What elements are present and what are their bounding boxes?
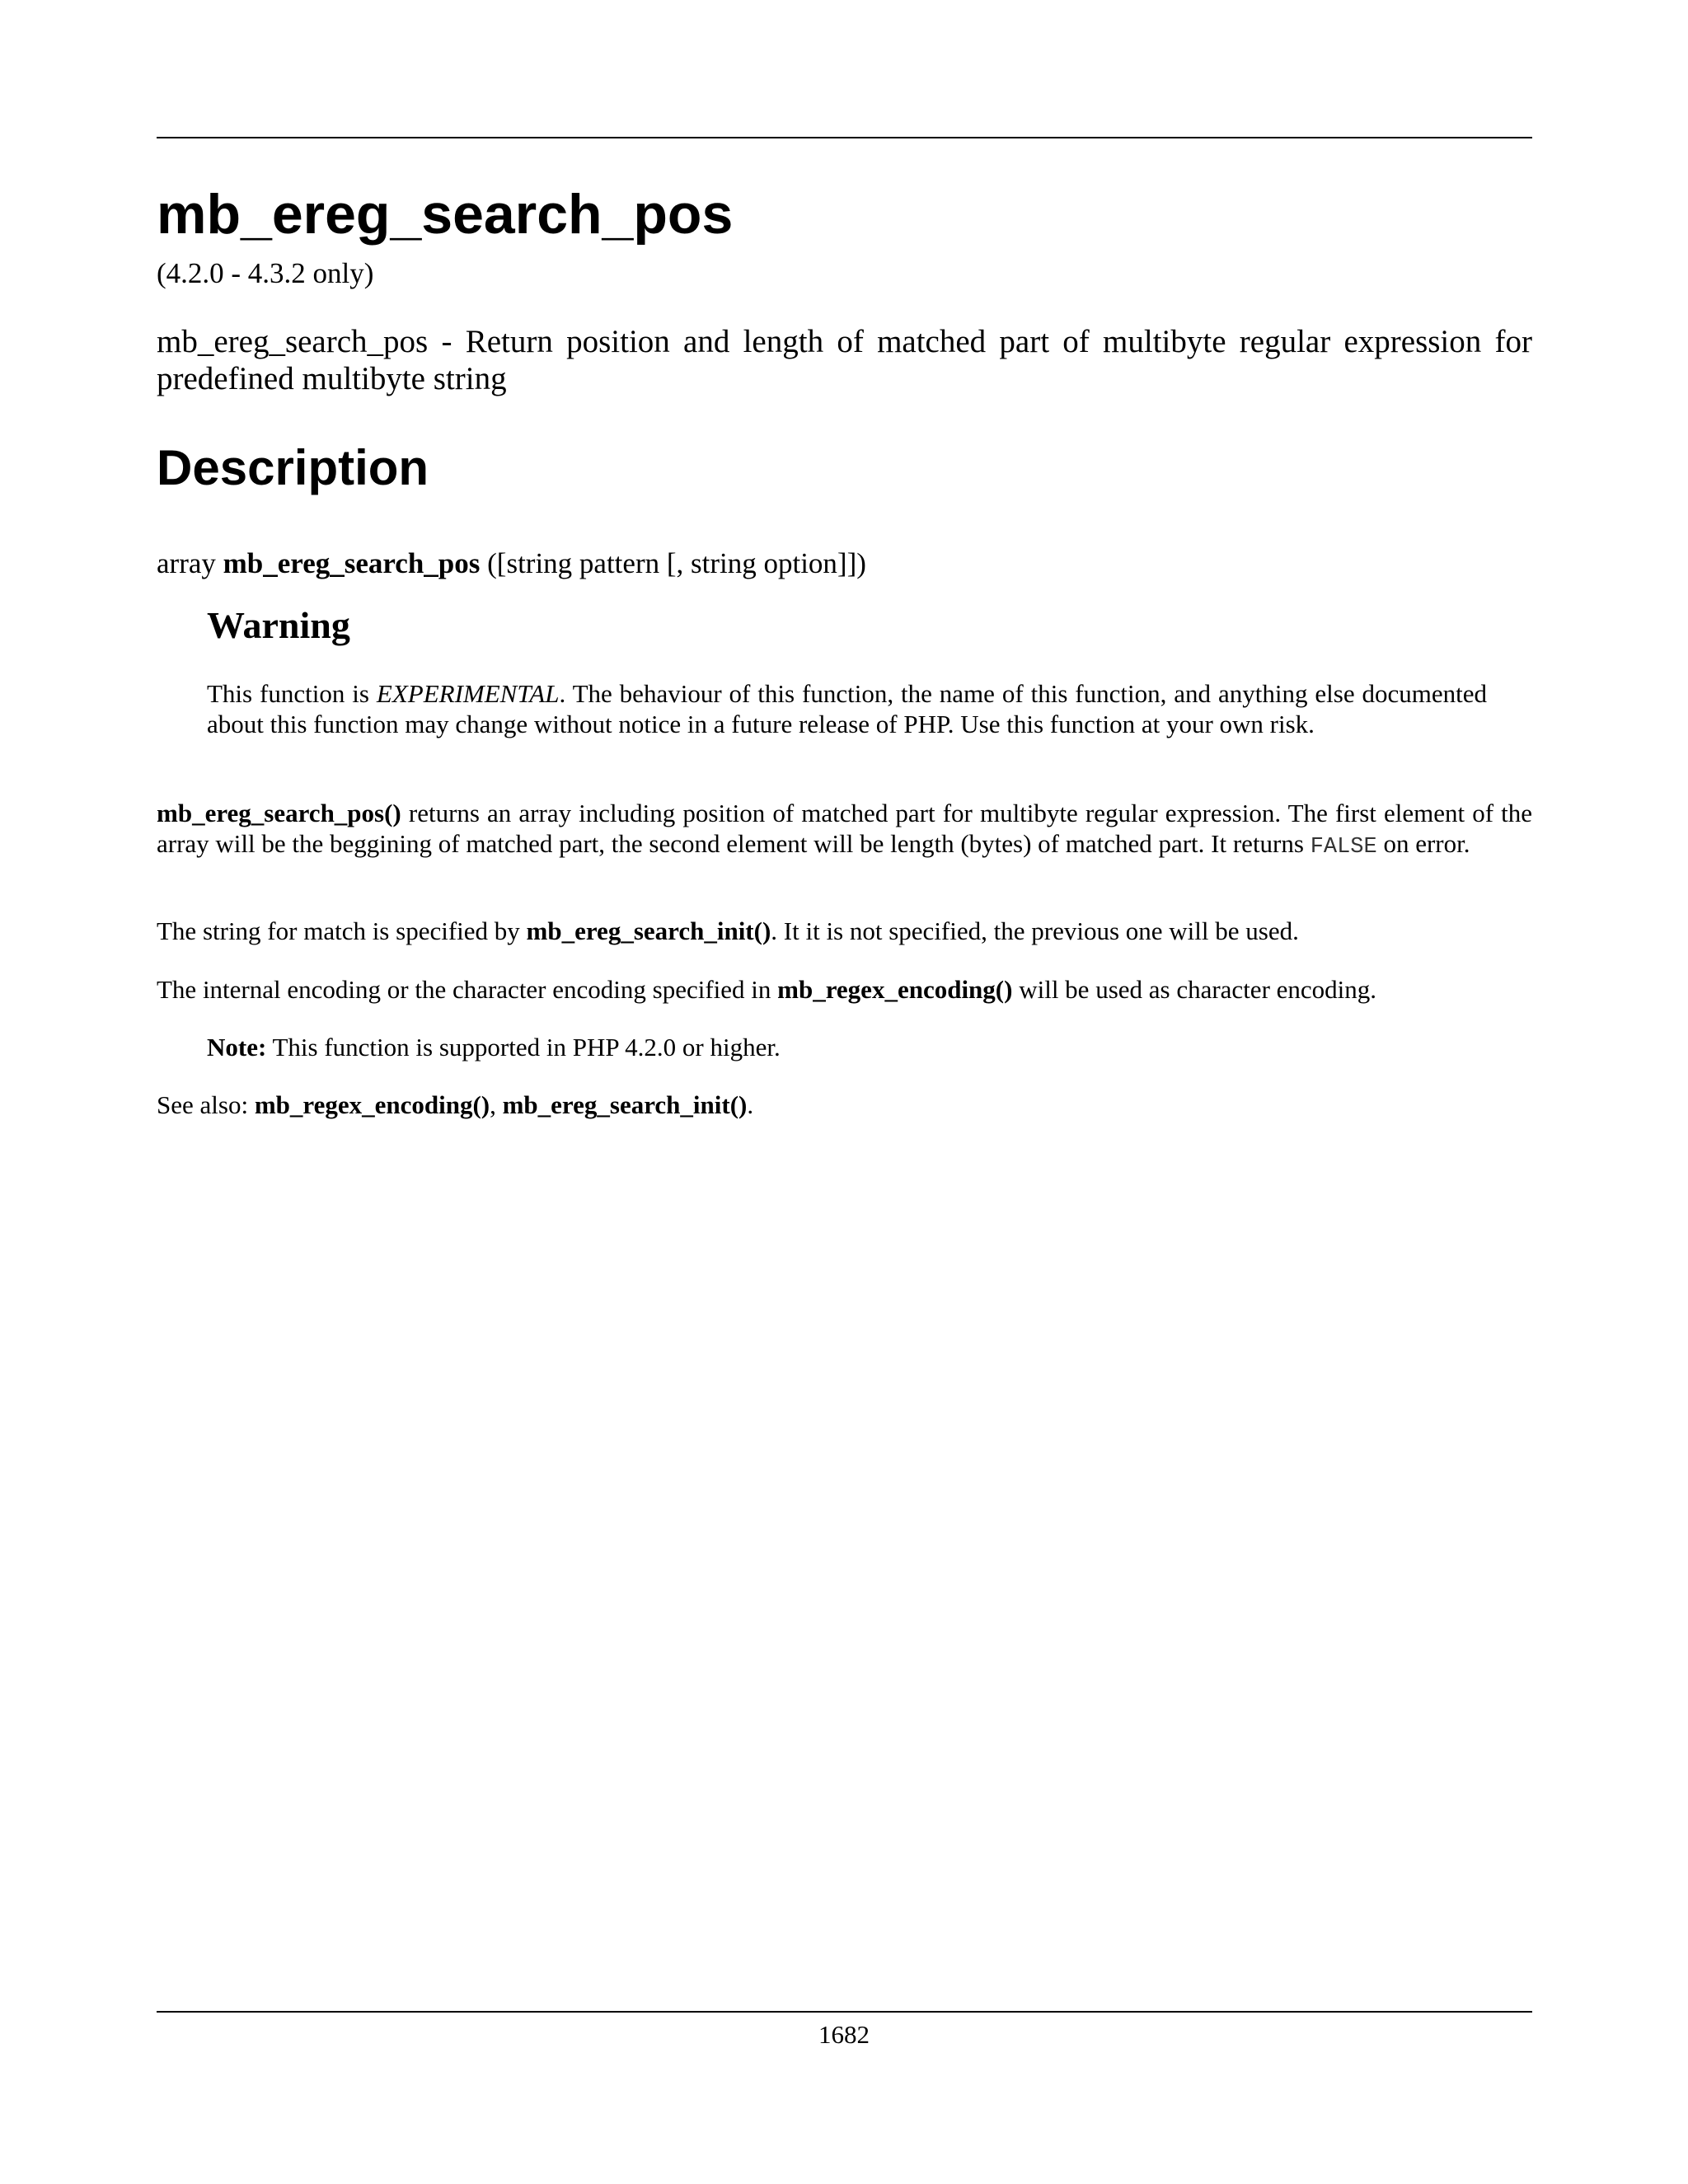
see-also-link-search-init[interactable]: mb_ereg_search_init() (502, 1090, 748, 1119)
function-purpose: mb_ereg_search_pos - Return position and length of matched part of multibyte regular expression for predefined multibyte string (157, 324, 1532, 396)
page-number: 1682 (818, 2020, 870, 2049)
note-text: This function is supported in PHP 4.2.0 or higher. (266, 1033, 781, 1062)
version-info: (4.2.0 - 4.3.2 only) (157, 257, 374, 289)
synopsis-return-type: array (157, 547, 216, 579)
synopsis-params: ([string pattern [, string option]]) (487, 547, 866, 579)
warning-emphasis: EXPERIMENTAL (376, 679, 560, 708)
see-also-link-regex-encoding[interactable]: mb_regex_encoding() (254, 1090, 490, 1119)
see-also-separator: , (490, 1090, 503, 1119)
function-synopsis (157, 547, 866, 580)
warning-text (207, 678, 1487, 739)
encoding-text-start: The internal encoding or the character encoding specified in (157, 975, 778, 1004)
false-constant: FALSE (1310, 835, 1377, 860)
see-also (157, 1090, 753, 1120)
return-text-end: on error. (1376, 829, 1470, 858)
see-also-label: See also: (157, 1090, 255, 1119)
see-also-end: . (747, 1090, 754, 1119)
warning-text-start: This function is (207, 679, 369, 708)
match-text-end: . It it is not specified, the previous one will be used. (771, 916, 1299, 945)
page-title: mb_ereg_search_pos (157, 183, 734, 246)
encoding-text-end: will be used as character encoding. (1012, 975, 1377, 1004)
return-text-start: returns an array including position of matched part for multibyte regular expression. The first element of the array will be the beggining of matched part, the second element will be length (bytes) of matched part. It returns (157, 799, 1532, 858)
synopsis-function-name: mb_ereg_search_pos (223, 547, 481, 579)
description-heading: Description (157, 440, 429, 495)
warning-text-end: . The behaviour of this function, the name of this function, and anything else documented about this function may change without notice in a future release of PHP. Use this function at your own risk. (207, 679, 1488, 738)
function-ref-regex-encoding: mb_regex_encoding() (777, 975, 1013, 1004)
note-label: Note: (207, 1033, 267, 1062)
top-rule (157, 137, 1532, 138)
function-ref-search-init: mb_ereg_search_init() (526, 916, 771, 945)
warning-title: Warning (207, 604, 350, 646)
return-description (157, 798, 1532, 863)
match-text-start: The string for match is specified by (157, 916, 527, 945)
function-ref-pos: mb_ereg_search_pos() (157, 799, 401, 827)
match-string-paragraph (157, 916, 1532, 946)
note (207, 1032, 781, 1062)
encoding-paragraph (157, 974, 1532, 1005)
